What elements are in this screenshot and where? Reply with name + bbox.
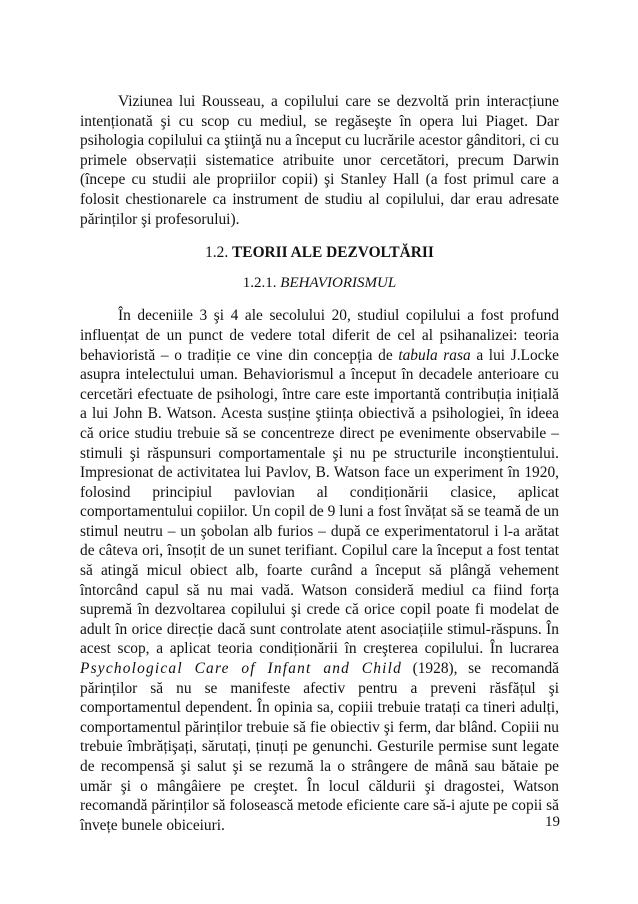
paragraph-rousseau: Viziunea lui Rousseau, a copilului care se dezvoltă prin interacțiune intenționată şi cu scop cu mediul, se regăseşte în opera lui Piaget. Dar psihologia copilului ca ştiinţă nu a început cu lucrările acestor gânditori, ci cu primele observații sistematice atribuite unor cercetători, precum Darwin (începe cu studii ale propriilor copii) şi Stanley Hall (a fost primul care a folosit chestionarele ca instrument de studiu al copilului, dar erau adresate părinților şi profesorului). xyxy=(80,93,559,228)
paragraph-behaviorism xyxy=(80,306,559,835)
paragraph-text-a: În deceniile 3 şi 4 ale secolului 20, studiul copilului a fost profund influențat de un punct de vedere total diferit de cel al psihanalizei: teoria behavioristă – o tradiție ce vine din concepția de xyxy=(80,307,559,364)
subsection-number: 1.2.1. xyxy=(242,274,277,291)
page-body xyxy=(80,92,559,835)
section-heading xyxy=(80,243,559,263)
paragraph-text-b: a lui J.Locke asupra intelectului uman. Behaviorismul a început în decadele anterioare cu cercetări efectuate de psihologi, între care este importantă contribuția inițială a lui John B. Watson. Acesta susține ştiința obiectivă a psihologiei, în ideea că orice studiu trebuie să se concentreze direct pe evenimente observabile – stimuli şi răspunsuri comportamentale şi nu pe structurile inconştientului. Impresionat de activitatea lui Pavlov, B. Watson face un experiment în 1920, folosind principiul pavlovian al condiționării clasice, aplicat comportamentului copiilor. Un copil de 9 luni a fost învățat să se teamă de un stimul neutru – un şobolan alb furios – după ce experimentatorul i l-a arătat de câteva ori, însoțit de un sunet terifiant. Copilul care la început a fost tentat să atingă micul obiect alb, foarte curând a început să plângă vehement întorcând capul să nu mai vadă. Watson consideră mediul ca fiind forța supremă în dezvoltarea copilului şi crede că orice copil poate fi modelat de adult în orice direcție dacă sunt controlate atent asociațiile stimul-răspuns. În acest scop, a aplicat teoria condiționării în creşterea copilului. În lucrarea xyxy=(80,346,559,658)
section-number: 1.2. xyxy=(205,244,229,262)
page-number: 19 xyxy=(545,814,560,830)
subsection-title: BEHAVIORISMUL xyxy=(280,274,397,291)
section-title: TEORII ALE DEZVOLTĂRII xyxy=(232,244,434,262)
paragraph-text-c: (1928), se recomandă părinților să nu se manifeste afectiv pentru a preveni răsfățul şi comportamentul dependent. În opinia sa, copiii trebuie tratați ca tineri adulți, comportamentul părinților trebuie să fie obiectiv şi ferm, dar blând. Copiii nu trebuie îmbrățişați, sărutați, ținuți pe genunchi. Gesturile permise sunt legate de recompensă şi salut şi se rezumă la o strângere de mână sau bătaie pe umăr şi o mângâiere pe creştet. În locul căldurii şi dragostei, Watson recomandă părinților să folosească metode eficiente care să-i ajute pe copii să învețe bunele obiceiuri. xyxy=(80,660,560,834)
italic-term-tabula-rasa: tabula rasa xyxy=(398,346,471,364)
book-title: Psychological Care of Infant and Child xyxy=(80,660,403,678)
subsection-heading xyxy=(80,274,559,294)
